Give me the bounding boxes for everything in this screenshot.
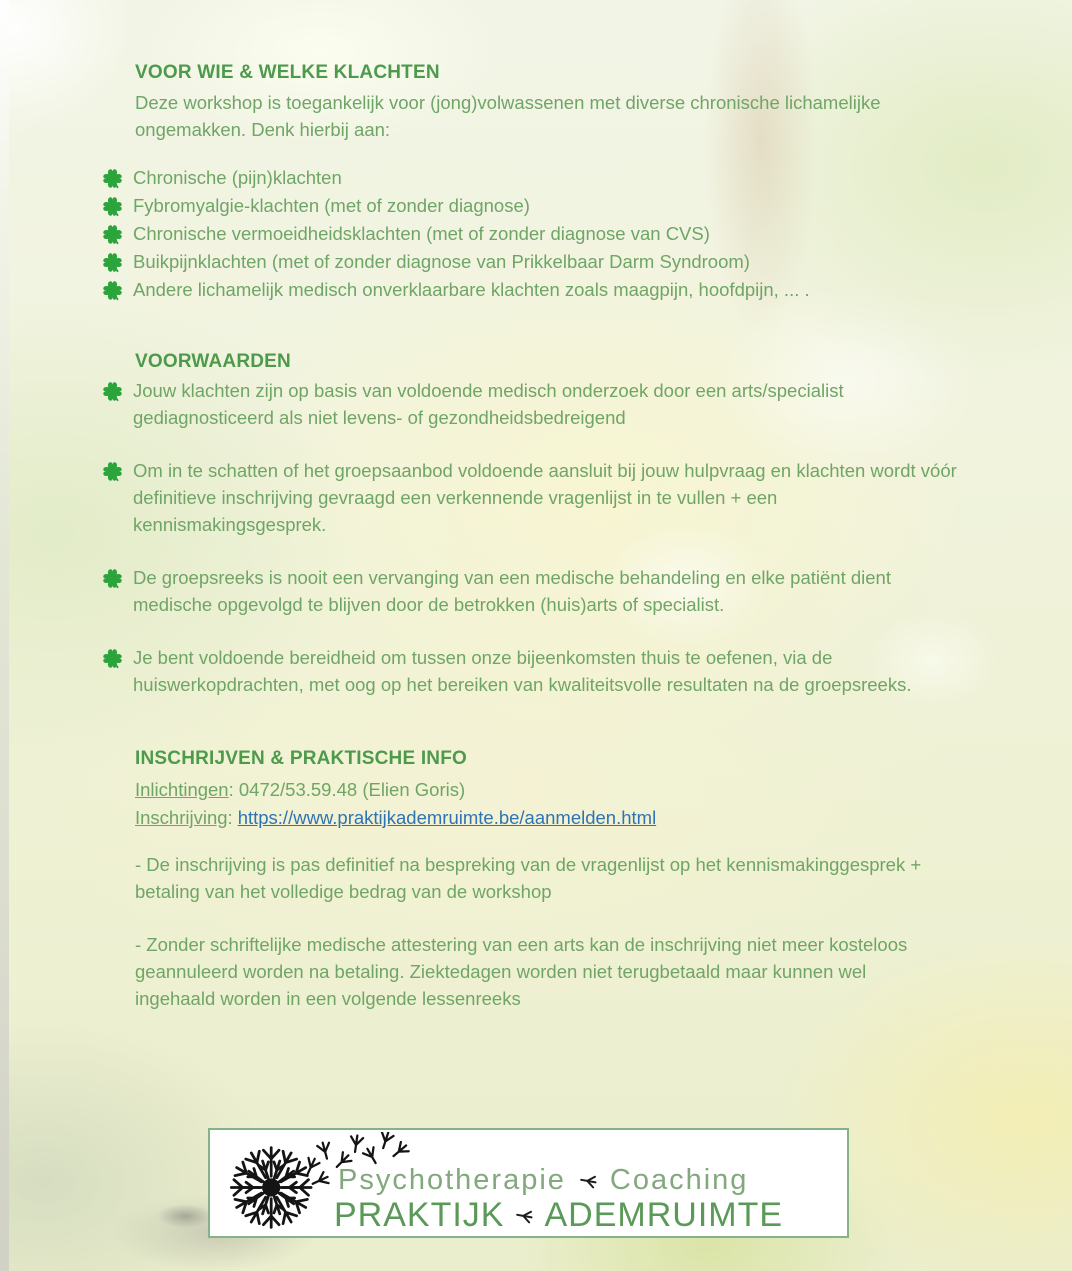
list-item-text: Buikpijnklachten (met of zonder diagnose van Prikkelbaar Darm Syndroom) [133, 251, 750, 272]
list-item [101, 564, 985, 618]
logo-line1 [338, 1164, 748, 1197]
logo-line2 [334, 1196, 783, 1235]
voorwaarden-list [101, 377, 985, 724]
list-item-text: Je bent voldoende bereidheid om tussen onze bijeenkomsten thuis te oefenen, via de huiswerkopdrachten, met oog op het bereiken van kwaliteitsvolle resultaten na de groepsreeks. [133, 647, 912, 695]
page-edge-shade [0, 0, 9, 1271]
dandelion-seed-icon [514, 1206, 534, 1226]
logo-line1-right: Coaching [609, 1164, 749, 1196]
clover-icon [101, 567, 124, 590]
note-paragraph: - De inschrijving is pas definitief na bespreking van de vragenlijst op het kennismakinggesprek + betaling van het volledige bedrag van de workshop [135, 854, 922, 902]
signup-colon: : [227, 807, 233, 828]
list-item [101, 457, 985, 538]
clover-icon [101, 167, 124, 190]
logo-box [208, 1128, 849, 1238]
intro-paragraph: Deze workshop is toegankelijk voor (jong)volwassenen met diverse chronische lichamelijke ongemakken. Denk hierbij aan: [135, 92, 881, 140]
list-item [101, 248, 985, 276]
clover-icon [101, 195, 124, 218]
list-item-text: Om in te schatten of het groepsaanbod voldoende aansluit bij jouw hulpvraag en klachten wordt vóór definitieve inschrijving gevraagd een verkennende vragenlijst in te vullen + een kennismakingsgesprek. [133, 460, 957, 535]
list-item [101, 276, 985, 304]
list-item [101, 192, 985, 220]
clover-icon [101, 647, 124, 670]
clover-icon [101, 251, 124, 274]
info-line [135, 776, 465, 803]
info-label: Inlichtingen [135, 779, 229, 800]
list-item-text: De groepsreeks is nooit een vervanging van een medische behandeling en elke patiënt dient medische opgevolgd te blijven door de betrokken (huis)arts of specialist. [133, 567, 891, 615]
section-title-voor-wie: VOOR WIE & WELKE KLACHTEN [135, 62, 440, 83]
note-paragraph: - Zonder schriftelijke medische attestering van een arts kan de inschrijving niet meer kosteloos geannuleerd worden na betaling. Ziektedagen worden niet terugbetaald maar kunnen wel ingehaald worden in een volgende lessenreeks [135, 934, 908, 1009]
list-item [101, 220, 985, 248]
info-value: : 0472/53.59.48 (Elien Goris) [228, 779, 466, 800]
list-item-text: Jouw klachten zijn op basis van voldoende medisch onderzoek door een arts/specialist gediagnosticeerd als niet levens- of gezondheidsbedreigend [133, 380, 844, 428]
list-item [101, 377, 985, 431]
list-item [101, 644, 985, 698]
list-item-text: Chronische vermoeidheidsklachten (met of zonder diagnose van CVS) [133, 223, 710, 244]
signup-label: Inschrijving [135, 807, 228, 828]
list-item [101, 164, 985, 192]
section-title-voorwaarden: VOORWAARDEN [135, 351, 291, 372]
clover-icon [101, 223, 124, 246]
list-item-text: Chronische (pijn)klachten [133, 167, 342, 188]
clover-icon [101, 279, 124, 302]
clover-icon [101, 460, 124, 483]
logo-line1-left: Psychotherapie [338, 1164, 566, 1196]
signup-link[interactable]: https://www.praktijkademruimte.be/aanmelden.html [237, 807, 657, 828]
section-title-inschrijven: INSCHRIJVEN & PRAKTISCHE INFO [135, 748, 468, 769]
logo-line2-right: ADEMRUIMTE [544, 1196, 784, 1234]
logo-line2-left: PRAKTIJK [334, 1196, 505, 1234]
signup-line [135, 804, 656, 831]
list-item-text: Andere lichamelijk medisch onverklaarbare klachten zoals maagpijn, hoofdpijn, ... . [133, 279, 810, 300]
klachten-list [101, 164, 985, 304]
clover-icon [101, 380, 124, 403]
dandelion-seed-icon [578, 1171, 598, 1191]
notes-block [135, 851, 935, 1038]
list-item-text: Fybromyalgie-klachten (met of zonder diagnose) [133, 195, 530, 216]
